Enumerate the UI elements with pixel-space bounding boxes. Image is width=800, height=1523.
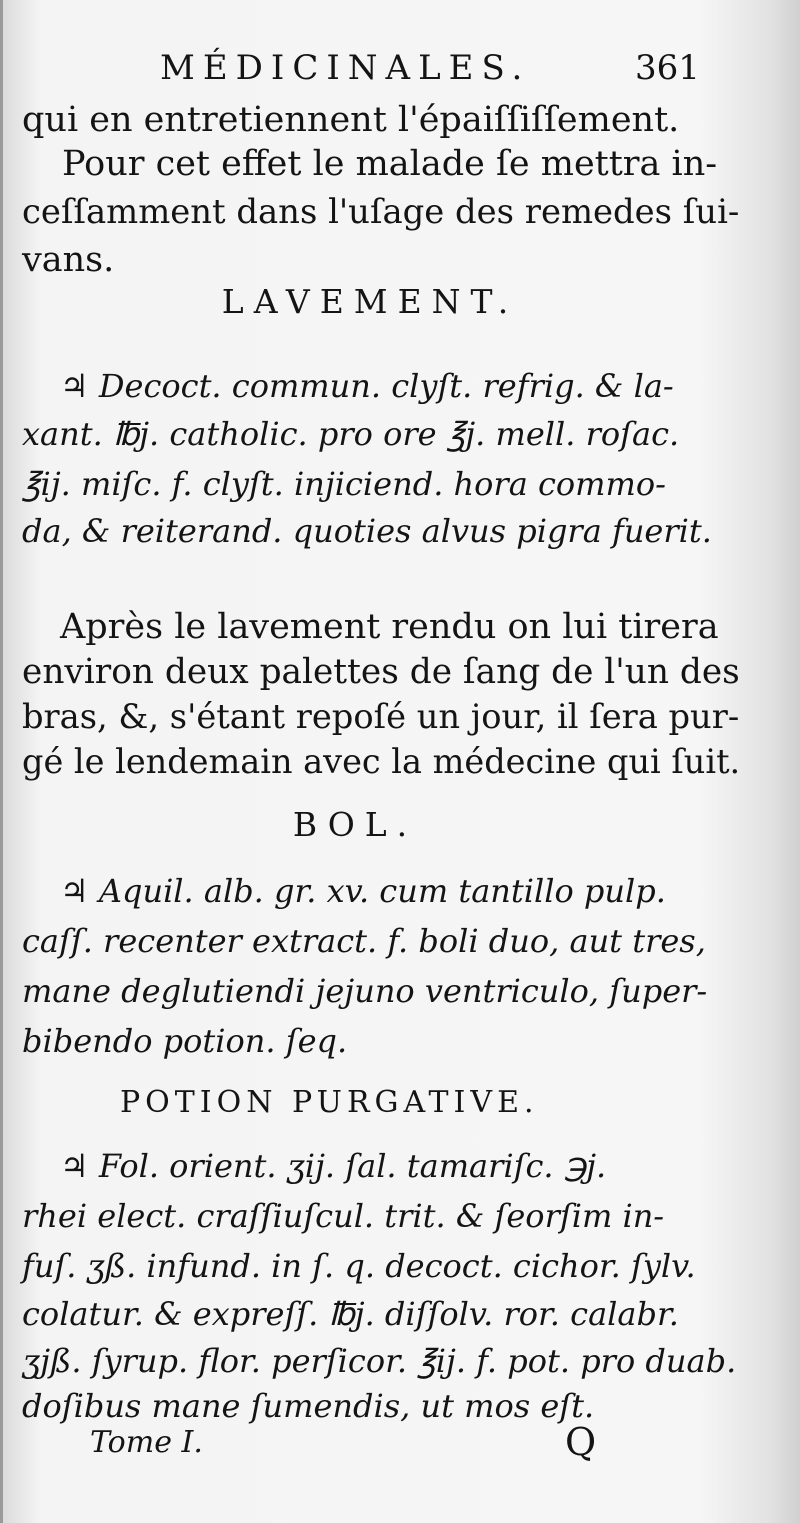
- recipe-line: ℥ij. miſc. f. clyſt. injiciend. hora commo-: [22, 465, 666, 503]
- recipe-line: mane deglutiendi jejuno ventriculo, ſuper-: [22, 972, 708, 1010]
- heading-bol: BOL.: [292, 805, 418, 844]
- recipe-line: ♃ Aquil. alb. gr. xv. cum tantillo pulp.: [60, 872, 666, 910]
- recipe-line: xant. ℔j. catholic. pro ore ℥j. mell. roſac.: [22, 415, 680, 453]
- text-line: Pour cet effet le malade ſe mettra in-: [62, 144, 718, 184]
- recipe-line: colatur. & expreſſ. ℔j. diſſolv. ror. calabr.: [22, 1295, 679, 1333]
- text-line: gé le lendemain avec la médecine qui ſuit.: [22, 742, 741, 781]
- recipe-line: doſibus mane ſumendis, ut mos eſt.: [22, 1387, 595, 1425]
- running-head: MÉDICINALES.: [160, 48, 531, 88]
- recipe-line: ♃ Decoct. commun. clyſt. refrig. & la-: [60, 367, 674, 405]
- footer-signature: Q: [565, 1420, 597, 1464]
- page-edge-shadow: [0, 0, 3, 1523]
- text-line: Après le lavement rendu on lui tirera: [60, 607, 719, 647]
- heading-lavement: LAVEMENT.: [221, 282, 519, 321]
- text-line: qui en entretiennent l'épaiſſiſſement.: [22, 100, 680, 140]
- text-line: vans.: [22, 240, 115, 280]
- recipe-line: ʒjß. ſyrup. flor. perſicor. ℥ij. f. pot. pro duab.: [22, 1342, 737, 1380]
- page-number: 361: [635, 48, 700, 88]
- footer-tome: Tome I.: [90, 1425, 203, 1460]
- text-line: ceſſamment dans l'uſage des remedes ſui-: [22, 192, 740, 231]
- recipe-line: bibendo potion. ſeq.: [22, 1022, 348, 1060]
- recipe-line: fuſ. ʒß. infund. in ſ. q. decoct. cichor. ſylv.: [22, 1247, 696, 1285]
- heading-potion-purgative: POTION PURGATIVE.: [120, 1085, 539, 1120]
- recipe-line: ♃ Fol. orient. ʒij. ſal. tamariſc. ℈j.: [60, 1147, 607, 1185]
- recipe-line: da, & reiterand. quoties alvus pigra fuerit.: [22, 512, 712, 550]
- recipe-line: rhei elect. craſſiuſcul. trit. & ſeorſim in-: [22, 1197, 665, 1235]
- recipe-line: caſſ. recenter extract. f. boli duo, aut tres,: [22, 922, 706, 960]
- text-line: bras, &, s'étant repoſé un jour, il ſera pur-: [22, 697, 740, 736]
- text-line: environ deux palettes de ſang de l'un des: [22, 652, 740, 692]
